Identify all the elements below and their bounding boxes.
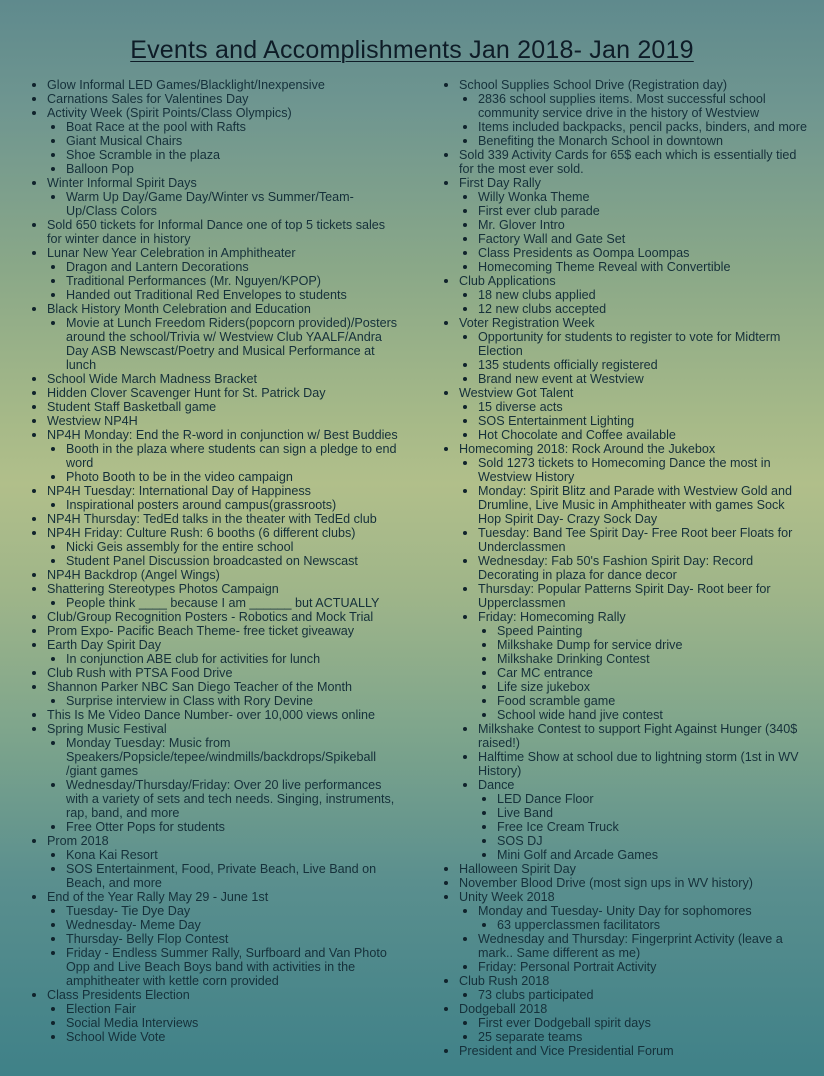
sub-bullet-list (47, 652, 398, 666)
sub-bullet-list (47, 540, 398, 568)
sub-list-item (459, 414, 808, 428)
list-item-text: Tuesday: Band Tee Spirit Day- Free Root beer Floats for Underclassmen (478, 526, 793, 554)
list-item (28, 834, 398, 890)
list-item-text: NP4H Friday: Culture Rush: 6 booths (6 different clubs) (47, 526, 356, 540)
list-item-text: 63 upperclassmen facilitators (497, 918, 661, 932)
list-item-text: Items included backpacks, pencil packs, binders, and more (478, 120, 808, 134)
page-title: Events and Accomplishments Jan 2018- Jan 2019 (130, 36, 694, 64)
list-item (28, 302, 398, 372)
sub-list-item (459, 722, 808, 750)
list-item (28, 638, 398, 666)
sub-list-item (47, 596, 398, 610)
sub-list-item (459, 302, 808, 316)
bullet-list (440, 78, 808, 1058)
list-item-text: 73 clubs participated (478, 988, 594, 1002)
list-item (28, 106, 398, 176)
list-item-text: Wednesday: Fab 50's Fashion Spirit Day: Record Decorating in plaza for dance decor (478, 554, 754, 582)
list-item-text: Shoe Scramble in the plaza (66, 148, 221, 162)
sub-list-item (459, 372, 808, 386)
sub-list-item (47, 274, 398, 288)
list-item-text: Kona Kai Resort (66, 848, 158, 862)
list-item-text: Earth Day Spirit Day (47, 638, 162, 652)
sub-list-item (47, 498, 398, 512)
sub-bullet-list (47, 904, 398, 988)
list-item-text: End of the Year Rally May 29 - June 1st (47, 890, 269, 904)
list-item-text: Unity Week 2018 (459, 890, 555, 904)
list-item-text: Club Rush with PTSA Food Drive (47, 666, 233, 680)
list-item (440, 78, 808, 148)
list-item-text: President and Vice Presidential Forum (459, 1044, 674, 1058)
sub-bullet-list (478, 792, 808, 862)
sub-bullet-list (478, 918, 808, 932)
sub-list-item (47, 540, 398, 554)
list-item-text: Sold 650 tickets for Informal Dance one of top 5 tickets sales for winter dance in history (47, 218, 386, 246)
sub-list-item (459, 988, 808, 1002)
sub-list-item (47, 1002, 398, 1016)
sub-list-item (47, 442, 398, 470)
list-item (440, 148, 808, 176)
sub-list-item (478, 918, 808, 932)
sub-list-item (47, 848, 398, 862)
sub-list-item (47, 904, 398, 918)
list-item-text: Nicki Geis assembly for the entire school (66, 540, 294, 554)
list-item-text: Warm Up Day/Game Day/Winter vs Summer/Team-Up/Class Colors (66, 190, 354, 218)
list-item-text: Dragon and Lantern Decorations (66, 260, 249, 274)
sub-list-item (459, 92, 808, 120)
list-item-text: Westview NP4H (47, 414, 138, 428)
list-item-text: People think ____ because I am ______ but ACTUALLY (66, 596, 380, 610)
list-item (28, 484, 398, 512)
list-item-text: Halloween Spirit Day (459, 862, 576, 876)
sub-list-item (47, 316, 398, 372)
sub-list-item (47, 736, 398, 778)
list-item-text: Spring Music Festival (47, 722, 167, 736)
sub-list-item (478, 806, 808, 820)
list-item-text: In conjunction ABE club for activities for lunch (66, 652, 321, 666)
list-item-text: November Blood Drive (most sign ups in WV history) (459, 876, 753, 890)
sub-list-item (47, 820, 398, 834)
list-item-text: Student Staff Basketball game (47, 400, 217, 414)
list-item (440, 442, 808, 862)
sub-list-item (47, 162, 398, 176)
list-item-text: Brand new event at Westview (478, 372, 644, 386)
sub-list-item (47, 120, 398, 134)
list-item-text: Wednesday and Thursday: Fingerprint Activity (leave a mark.. Same different as me) (478, 932, 783, 960)
sub-list-item (459, 120, 808, 134)
list-item-text: Wednesday/Thursday/Friday: Over 20 live performances with a variety of sets and tech needs. Singing, instruments, rap, band, and more (66, 778, 395, 820)
list-item-text: SOS Entertainment Lighting (478, 414, 635, 428)
sub-list-item (47, 148, 398, 162)
list-item (440, 890, 808, 974)
sub-list-item (459, 204, 808, 218)
sub-list-item (478, 792, 808, 806)
list-item-text: Mini Golf and Arcade Games (497, 848, 658, 862)
list-item (28, 512, 398, 526)
right-column (440, 78, 808, 1058)
list-item-text: 18 new clubs applied (478, 288, 596, 302)
list-item-text: Mr. Glover Intro (478, 218, 565, 232)
list-item (28, 372, 398, 386)
sub-list-item (459, 526, 808, 554)
list-item-text: School wide hand jive contest (497, 708, 663, 722)
list-item-text: Club Rush 2018 (459, 974, 550, 988)
list-item (28, 680, 398, 708)
sub-list-item (478, 666, 808, 680)
sub-list-item (459, 456, 808, 484)
list-item-text: Boat Race at the pool with Rafts (66, 120, 246, 134)
sub-list-item (459, 750, 808, 778)
sub-list-item (459, 582, 808, 610)
sub-list-item (459, 400, 808, 414)
list-item-text: 2836 school supplies items. Most successful school community service drive in the history of Westview (478, 92, 766, 120)
list-item-text: Homecoming Theme Reveal with Convertible (478, 260, 731, 274)
list-item-text: Shattering Stereotypes Photos Campaign (47, 582, 279, 596)
list-item-text: School Wide March Madness Bracket (47, 372, 257, 386)
list-item (28, 526, 398, 568)
sub-bullet-list (47, 694, 398, 708)
sub-list-item (459, 610, 808, 722)
sub-list-item (459, 1030, 808, 1044)
list-item-text: Wednesday- Meme Day (66, 918, 201, 932)
list-item-text: Movie at Lunch Freedom Riders(popcorn provided)/Posters around the school/Trivia w/ Westview Club YAALF/Andra Day ASB Newscast/Poetry and Musical Performance at lunch (66, 316, 398, 372)
list-item-text: Friday: Personal Portrait Activity (478, 960, 657, 974)
sub-list-item (47, 190, 398, 218)
list-item-text: Dance (478, 778, 515, 792)
list-item (28, 246, 398, 302)
list-item-text: Election Fair (66, 1002, 136, 1016)
list-item (28, 708, 398, 722)
list-item (440, 176, 808, 274)
sub-list-item (478, 652, 808, 666)
sub-bullet-list (47, 316, 398, 372)
list-item-text: Willy Wonka Theme (478, 190, 590, 204)
list-item-text: This Is Me Video Dance Number- over 10,000 views online (47, 708, 376, 722)
list-item-text: Hot Chocolate and Coffee available (478, 428, 676, 442)
list-item-text: Social Media Interviews (66, 1016, 199, 1030)
sub-bullet-list (459, 456, 808, 862)
list-item-text: NP4H Backdrop (Angel Wings) (47, 568, 220, 582)
list-item-text: Speed Painting (497, 624, 583, 638)
list-item-text: NP4H Monday: End the R-word in conjunction w/ Best Buddies (47, 428, 398, 442)
sub-bullet-list (47, 848, 398, 890)
sub-list-item (459, 960, 808, 974)
list-item (28, 414, 398, 428)
list-item-text: Class Presidents Election (47, 988, 190, 1002)
list-item-text: School Supplies School Drive (Registration day) (459, 78, 728, 92)
list-item-text: Thursday: Popular Patterns Spirit Day- Root beer for Upperclassmen (478, 582, 771, 610)
list-item-text: Photo Booth to be in the video campaign (66, 470, 293, 484)
sub-bullet-list (47, 442, 398, 484)
list-item-text: Opportunity for students to register to vote for Midterm Election (478, 330, 781, 358)
list-item-text: Milkshake Drinking Contest (497, 652, 650, 666)
list-item-text: Black History Month Celebration and Education (47, 302, 311, 316)
list-item-text: Sold 339 Activity Cards for 65$ each which is essentially tied for the most ever sold. (459, 148, 797, 176)
list-item (440, 316, 808, 386)
list-item-text: Friday: Homecoming Rally (478, 610, 626, 624)
list-item-text: Monday: Spirit Blitz and Parade with Westview Gold and Drumline, Live Music in Amphitheater with games Sock Hop Spirit Day- Crazy Sock Day (478, 484, 793, 526)
list-item-text: NP4H Thursday: TedEd talks in the theater with TedEd club (47, 512, 377, 526)
sub-list-item (478, 624, 808, 638)
list-item-text: Monday Tuesday: Music from Speakers/Popsicle/tepee/windmills/backdrops/Spikeball /giant games (66, 736, 377, 778)
list-item (28, 176, 398, 218)
sub-list-item (478, 848, 808, 862)
list-item-text: Voter Registration Week (459, 316, 595, 330)
sub-list-item (47, 134, 398, 148)
list-item-text: Food scramble game (497, 694, 616, 708)
list-item (440, 974, 808, 1002)
sub-bullet-list (459, 288, 808, 316)
list-item-text: Class Presidents as Oompa Loompas (478, 246, 690, 260)
list-item-text: Free Otter Pops for students (66, 820, 225, 834)
sub-bullet-list (459, 988, 808, 1002)
list-item-text: Free Ice Cream Truck (497, 820, 619, 834)
list-item (28, 722, 398, 834)
sub-list-item (459, 134, 808, 148)
list-item-text: Thursday- Belly Flop Contest (66, 932, 229, 946)
list-item (28, 988, 398, 1044)
list-item-text: Inspirational posters around campus(grassroots) (66, 498, 337, 512)
list-item (440, 1044, 808, 1058)
sub-list-item (47, 778, 398, 820)
list-item-text: Factory Wall and Gate Set (478, 232, 626, 246)
list-item-text: 25 separate teams (478, 1030, 583, 1044)
sub-list-item (47, 470, 398, 484)
list-item (28, 890, 398, 988)
sub-bullet-list (459, 400, 808, 442)
list-item (28, 78, 398, 92)
list-item-text: Club Applications (459, 274, 556, 288)
list-item-text: Car MC entrance (497, 666, 593, 680)
list-item-text: School Wide Vote (66, 1030, 166, 1044)
list-item-text: Giant Musical Chairs (66, 134, 183, 148)
sub-bullet-list (459, 190, 808, 274)
list-item-text: NP4H Tuesday: International Day of Happiness (47, 484, 311, 498)
list-item-text: Tuesday- Tie Dye Day (66, 904, 191, 918)
sub-bullet-list (478, 624, 808, 722)
list-item-text: Student Panel Discussion broadcasted on Newscast (66, 554, 358, 568)
sub-list-item (459, 260, 808, 274)
sub-list-item (47, 260, 398, 274)
sub-list-item (459, 358, 808, 372)
list-item (28, 400, 398, 414)
sub-list-item (459, 330, 808, 358)
sub-list-item (478, 694, 808, 708)
sub-list-item (47, 288, 398, 302)
list-item-text: Homecoming 2018: Rock Around the Jukebox (459, 442, 716, 456)
list-item-text: Milkshake Contest to support Fight Against Hunger (340$ raised!) (478, 722, 798, 750)
sub-list-item (47, 1016, 398, 1030)
bullet-list (28, 78, 398, 1044)
list-item-text: First Day Rally (459, 176, 541, 190)
sub-list-item (47, 554, 398, 568)
left-column (28, 78, 398, 1044)
list-item (28, 666, 398, 680)
sub-list-item (459, 428, 808, 442)
list-item-text: Halftime Show at school due to lightning storm (1st in WV History) (478, 750, 799, 778)
sub-list-item (47, 946, 398, 988)
sub-list-item (47, 694, 398, 708)
sub-list-item (47, 652, 398, 666)
sub-bullet-list (47, 1002, 398, 1044)
list-item-text: Surprise interview in Class with Rory Devine (66, 694, 314, 708)
sub-bullet-list (459, 330, 808, 386)
list-item (28, 568, 398, 582)
list-item-text: Activity Week (Spirit Points/Class Olympics) (47, 106, 292, 120)
list-item-text: Prom Expo- Pacific Beach Theme- free ticket giveaway (47, 624, 355, 638)
sub-bullet-list (47, 736, 398, 834)
sub-bullet-list (47, 596, 398, 610)
list-item (28, 218, 398, 246)
sub-bullet-list (47, 190, 398, 218)
sub-list-item (47, 1030, 398, 1044)
list-item (440, 274, 808, 316)
list-item (28, 582, 398, 610)
sub-bullet-list (459, 904, 808, 974)
list-item-text: 15 diverse acts (478, 400, 563, 414)
sub-list-item (459, 484, 808, 526)
list-item-text: LED Dance Floor (497, 792, 594, 806)
list-item-text: Milkshake Dump for service drive (497, 638, 683, 652)
list-item-text: 135 students officially registered (478, 358, 658, 372)
list-item (440, 862, 808, 876)
sub-bullet-list (459, 92, 808, 148)
list-item-text: Lunar New Year Celebration in Amphitheater (47, 246, 296, 260)
sub-list-item (47, 862, 398, 890)
list-item-text: Dodgeball 2018 (459, 1002, 548, 1016)
list-item-text: Carnations Sales for Valentines Day (47, 92, 249, 106)
sub-list-item (459, 554, 808, 582)
sub-list-item (459, 904, 808, 932)
list-item (440, 1002, 808, 1044)
list-item-text: SOS Entertainment, Food, Private Beach, Live Band on Beach, and more (66, 862, 377, 890)
list-item-text: Live Band (497, 806, 554, 820)
list-item (28, 610, 398, 624)
sub-list-item (478, 680, 808, 694)
sub-list-item (459, 232, 808, 246)
list-item-text: Handed out Traditional Red Envelopes to students (66, 288, 347, 302)
list-item-text: Traditional Performances (Mr. Nguyen/KPOP) (66, 274, 321, 288)
sub-bullet-list (47, 120, 398, 176)
list-item-text: Club/Group Recognition Posters - Robotics and Mock Trial (47, 610, 374, 624)
list-item (28, 624, 398, 638)
list-item (28, 428, 398, 484)
list-item-text: First ever Dodgeball spirit days (478, 1016, 651, 1030)
list-item (28, 92, 398, 106)
sub-bullet-list (47, 498, 398, 512)
list-item-text: Monday and Tuesday- Unity Day for sophomores (478, 904, 752, 918)
list-item-text: Balloon Pop (66, 162, 134, 176)
sub-list-item (478, 834, 808, 848)
sub-list-item (47, 932, 398, 946)
sub-bullet-list (459, 1016, 808, 1044)
sub-list-item (459, 932, 808, 960)
list-item-text: Benefiting the Monarch School in downtown (478, 134, 724, 148)
sub-list-item (478, 820, 808, 834)
sub-list-item (478, 638, 808, 652)
list-item-text: Life size jukebox (497, 680, 591, 694)
list-item-text: Westview Got Talent (459, 386, 574, 400)
sub-list-item (459, 1016, 808, 1030)
list-item-text: Booth in the plaza where students can sign a pledge to end word (66, 442, 397, 470)
list-item-text: Prom 2018 (47, 834, 109, 848)
sub-list-item (478, 708, 808, 722)
list-item-text: SOS DJ (497, 834, 543, 848)
list-item-text: Glow Informal LED Games/Blacklight/Inexpensive (47, 78, 325, 92)
list-item (28, 386, 398, 400)
list-item-text: 12 new clubs accepted (478, 302, 607, 316)
list-item (440, 386, 808, 442)
list-item-text: Hidden Clover Scavenger Hunt for St. Patrick Day (47, 386, 326, 400)
sub-list-item (459, 288, 808, 302)
list-item (440, 876, 808, 890)
list-item-text: Shannon Parker NBC San Diego Teacher of the Month (47, 680, 352, 694)
sub-list-item (47, 918, 398, 932)
list-item-text: First ever club parade (478, 204, 600, 218)
list-item-text: Winter Informal Spirit Days (47, 176, 197, 190)
sub-bullet-list (47, 260, 398, 302)
list-item-text: Sold 1273 tickets to Homecoming Dance the most in Westview History (478, 456, 771, 484)
sub-list-item (459, 246, 808, 260)
sub-list-item (459, 190, 808, 204)
sub-list-item (459, 778, 808, 862)
list-item-text: Friday - Endless Summer Rally, Surfboard and Van Photo Opp and Live Beach Boys band with activities in the amphitheater with kettle corn provided (66, 946, 387, 988)
sub-list-item (459, 218, 808, 232)
